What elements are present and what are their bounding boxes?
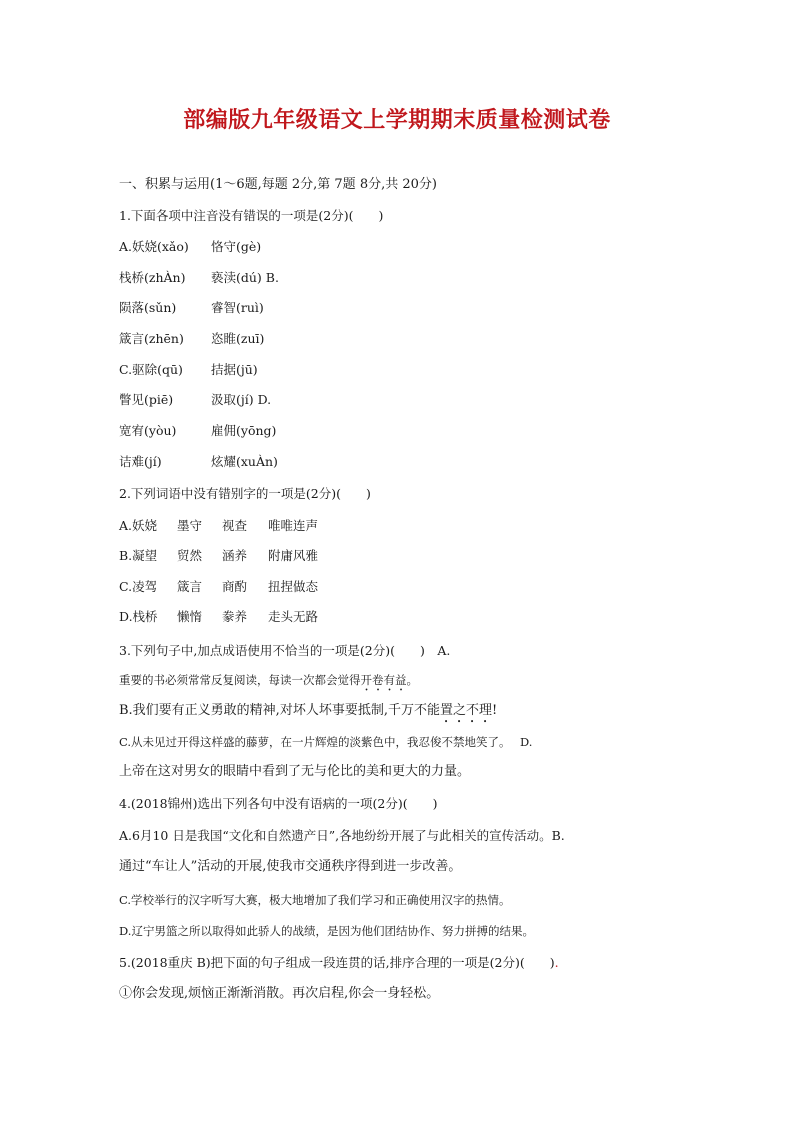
q1-row [119, 454, 278, 470]
q2-word: D.栈桥 [119, 609, 158, 624]
q1-option-part: A.妖娆(xǎo) [119, 239, 189, 254]
q1-row [119, 392, 271, 408]
q2-option [119, 609, 318, 625]
q2-word: 涵养 [222, 548, 248, 563]
q2-option [119, 518, 318, 534]
q5-stem-dot: . [554, 955, 559, 970]
q3-option-d: 上帝在这对男女的眼睛中看到了无与伦比的美和更大的力量。 [119, 764, 471, 779]
q2-option [119, 548, 318, 564]
q5-item-1: ①你会发现,烦恼正渐渐消散。再次启程,你会一身轻松。 [119, 986, 440, 1001]
q1-row [119, 362, 258, 378]
q3-option-a [119, 672, 418, 694]
q1-option-part: 睿智(ruì) [211, 300, 264, 315]
q2-word: A.妖娆 [119, 518, 158, 533]
q1-row [119, 239, 261, 255]
q1-option-part: 宽宥(yòu) [119, 423, 177, 438]
q1-option-part: 汲取(jí) D. [211, 392, 272, 407]
q1-row [119, 331, 264, 347]
q2-word: 贸然 [177, 548, 203, 563]
q1-option-part: 诘难(jí) [119, 454, 162, 469]
q3-a-end: 。 [406, 673, 418, 687]
q3-option-b [119, 703, 497, 726]
q2-word: 懒惰 [177, 609, 203, 624]
q2-word: 走头无路 [268, 609, 319, 624]
q3-b-text: B.我们要有正义勇敢的精神,对坏人坏事要抵制,千万不能 [119, 703, 440, 718]
q2-word: 唯唯连声 [268, 518, 319, 533]
q3-b-idiom: 置之不理 [439, 703, 492, 718]
q5-stem [119, 955, 559, 971]
q2-stem: 2.下列词语中没有错别字的一项是(2分)( ) [119, 486, 371, 501]
page-title: 部编版九年级语文上学期期末质量检测试卷 [183, 108, 611, 133]
q2-word: B.凝望 [119, 548, 158, 563]
q3-stem: 3.下列句子中,加点成语使用不恰当的一项是(2分)( ) A. [119, 643, 451, 658]
q4-option-a: A.6月10 日是我国“文化和自然遗产日”,各地纷纷开展了与此相关的宣传活动。B. [119, 828, 565, 843]
q1-row [119, 423, 276, 439]
q1-stem: 1.下面各项中注音没有错误的一项是(2分)( ) [119, 208, 384, 223]
q3-a-text: 重要的书必须常常反复阅读，每读一次都会觉得 [119, 673, 361, 687]
q1-option-part: 瞥见(piē) [119, 392, 174, 407]
q4-stem: 4.(2018锦州)选出下列各句中没有语病的一项(2分)( ) [119, 796, 438, 811]
q3-b-end: ! [491, 703, 498, 718]
q1-option-part: 炫耀(xuÀn) [211, 454, 278, 469]
q2-word: 豢养 [222, 609, 248, 624]
q1-option-part: 拮据(jū) [211, 362, 258, 377]
q1-option-part: 亵渎(dú) B. [211, 270, 279, 285]
q3-option-c: C.从未见过开得这样盛的藤萝，在一片辉煌的淡紫色中，我忍俊不禁地笑了。 D. [119, 735, 533, 749]
q1-option-part: C.驱除(qū) [119, 362, 183, 377]
q1-row [119, 300, 264, 316]
q2-word: 箴言 [177, 579, 203, 594]
q1-row [119, 270, 279, 286]
q2-word: 商酌 [222, 579, 248, 594]
q3-a-idiom: 开卷有益 [360, 673, 407, 687]
q1-option-part: 栈桥(zhÀn) [119, 270, 186, 285]
q4-option-c: C.学校举行的汉字听写大赛，极大地增加了我们学习和正确使用汉字的热情。 [119, 893, 511, 907]
q2-word: C.凌驾 [119, 579, 158, 594]
q1-option-part: 恣睢(zuī) [211, 331, 265, 346]
q2-word: 视查 [222, 518, 248, 533]
q1-option-part: 恪守(gè) [211, 239, 262, 254]
q2-word: 附庸风雅 [268, 548, 319, 563]
q1-option-part: 陨落(sǔn) [119, 300, 177, 315]
q2-word: 墨守 [177, 518, 203, 533]
q4-option-b: 通过“车让人”活动的开展,使我市交通秩序得到进一步改善。 [119, 859, 462, 874]
section-heading: 一、积累与运用(1～6题,每题 2分,第 7题 8分,共 20分) [119, 177, 437, 192]
q1-option-part: 雇佣(yōng) [211, 423, 277, 438]
q1-option-part: 箴言(zhēn) [119, 331, 184, 346]
q4-option-d: D.辽宁男篮之所以取得如此骄人的战绩，是因为他们团结协作、努力拼搏的结果。 [119, 924, 534, 938]
q2-option [119, 579, 318, 595]
q5-stem-text: 5.(2018重庆 B)把下面的句子组成一段连贯的话,排序合理的一项是(2分)( ) [119, 955, 555, 970]
q2-word: 扭捏做态 [268, 579, 319, 594]
